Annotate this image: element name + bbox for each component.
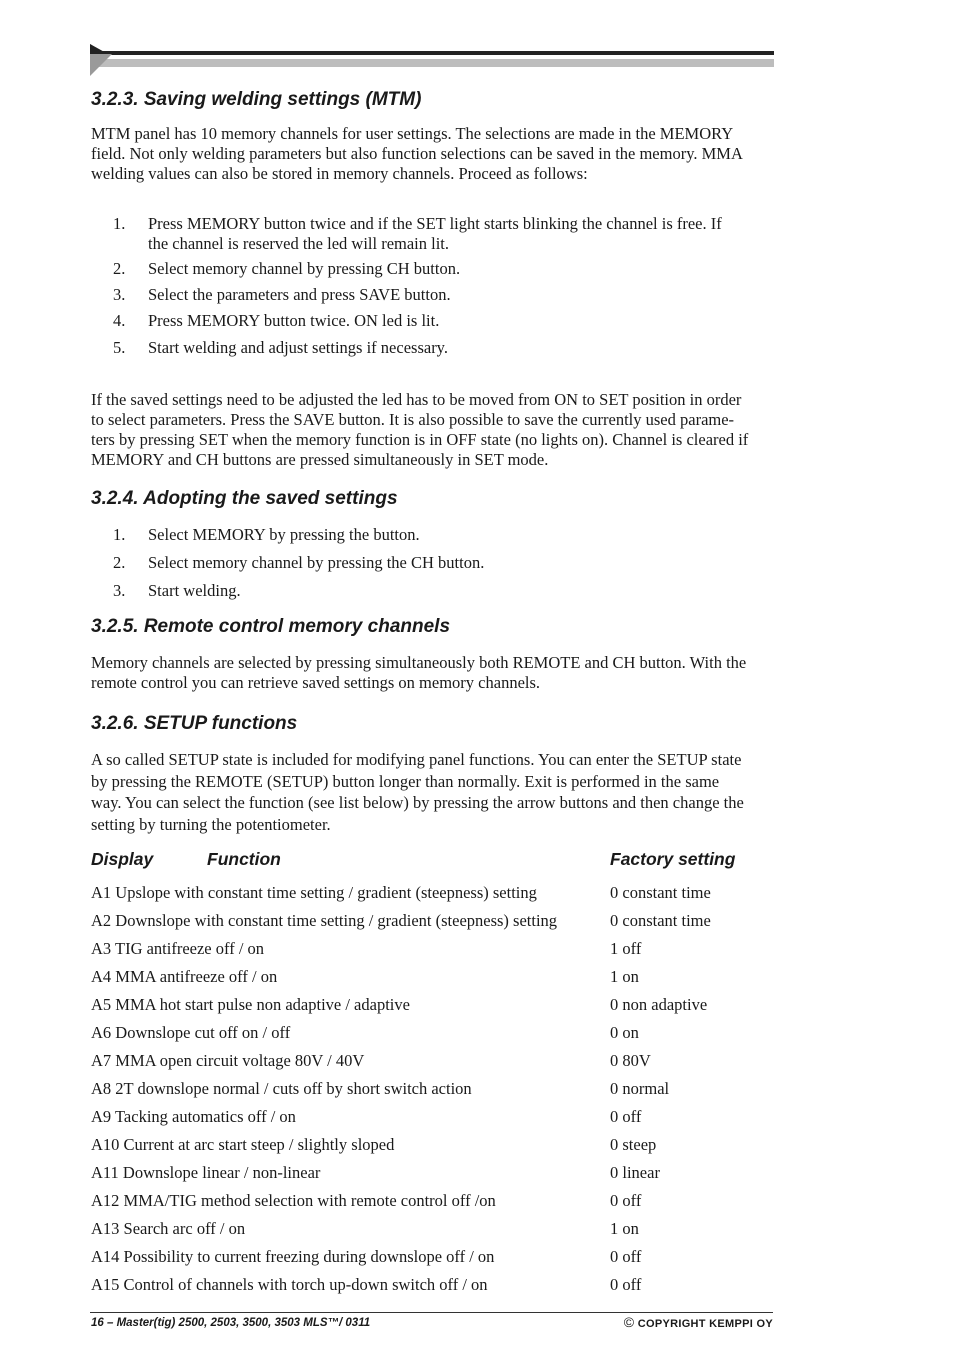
- remote-memory-line: remote control you can retrieve saved settings on memory channels.: [91, 673, 541, 692]
- setup-function-cell: A7 MMA open circuit voltage 80V / 40V: [91, 1051, 365, 1070]
- factory-setting-cell: 0 linear: [610, 1163, 660, 1182]
- factory-setting-cell: 0 steep: [610, 1135, 657, 1154]
- section-heading-adopting-settings: 3.2.4. Adopting the saved settings: [91, 488, 398, 509]
- remote-memory-line: Memory channels are selected by pressing simultaneously both REMOTE and CH button. With the: [91, 653, 747, 672]
- setup-function-cell: A6 Downslope cut off on / off: [91, 1023, 291, 1042]
- list-text: Select MEMORY by pressing the button.: [148, 525, 420, 544]
- list-text: Start welding.: [148, 581, 241, 600]
- table-row: [91, 1135, 791, 1155]
- factory-setting-cell: 0 non adaptive: [610, 995, 708, 1014]
- list-text: Select memory channel by pressing CH button.: [148, 259, 461, 278]
- saving-outro: [91, 390, 799, 470]
- table-row: [91, 1023, 791, 1043]
- factory-setting-cell: 0 80V: [610, 1051, 651, 1070]
- table-row: [91, 911, 791, 931]
- factory-setting-cell: 0 off: [610, 1191, 642, 1210]
- setup-function-cell: A14 Possibility to current freezing during downslope off / on: [91, 1247, 495, 1266]
- setup-body: [91, 749, 799, 835]
- setup-function-cell: A9 Tacking automatics off / on: [91, 1107, 296, 1126]
- list-number: 2.: [113, 553, 126, 572]
- factory-setting-cell: 0 normal: [610, 1079, 670, 1098]
- footer-copyright: [624, 1315, 773, 1331]
- factory-setting-cell: 0 off: [610, 1247, 642, 1266]
- saving-outro-line: MEMORY and CH buttons are pressed simultaneously in SET mode.: [91, 450, 549, 469]
- factory-setting-cell: 0 off: [610, 1107, 642, 1126]
- saving-intro-line: welding values can also be stored in memory channels. Proceed as follows:: [91, 164, 588, 183]
- factory-setting-cell: 1 off: [610, 939, 642, 958]
- setup-body-line: A so called SETUP state is included for modifying panel functions. You can enter the SETUP state: [91, 750, 742, 769]
- setup-function-cell: A1 Upslope with constant time setting / gradient (steepness) setting: [91, 883, 537, 902]
- setup-function-cell: A10 Current at arc start steep / slightly sloped: [91, 1135, 395, 1154]
- setup-function-cell: A4 MMA antifreeze off / on: [91, 967, 278, 986]
- list-number: 2.: [113, 259, 126, 278]
- table-row: [91, 967, 791, 987]
- factory-setting-cell: 0 constant time: [610, 911, 711, 930]
- saving-outro-line: to select parameters. Press the SAVE button. It is also possible to save the currently used parame-: [91, 410, 735, 429]
- list-text: Select memory channel by pressing the CH button.: [148, 553, 485, 572]
- table-header-function: Function: [207, 849, 281, 869]
- table-row: [91, 939, 791, 959]
- list-text: Start welding and adjust settings if necessary.: [148, 338, 448, 357]
- setup-function-cell: A8 2T downslope normal / cuts off by short switch action: [91, 1079, 472, 1098]
- factory-setting-cell: 0 on: [610, 1023, 639, 1042]
- list-text: Press MEMORY button twice. ON led is lit.: [148, 311, 440, 330]
- section-heading-setup-functions: 3.2.6. SETUP functions: [91, 713, 298, 734]
- factory-setting-cell: 1 on: [610, 967, 639, 986]
- setup-function-cell: A12 MMA/TIG method selection with remote control off /on: [91, 1191, 496, 1210]
- setup-function-cell: A3 TIG antifreeze off / on: [91, 939, 265, 958]
- setup-body-line: way. You can select the function (see list below) by pressing the arrow buttons and then change the: [91, 793, 744, 812]
- setup-body-line: by pressing the REMOTE (SETUP) button longer than normally. Exit is performed in the same: [91, 771, 720, 791]
- remote-memory-body: [91, 653, 799, 693]
- table-row: [91, 1219, 791, 1239]
- section-heading-remote-memory: 3.2.5. Remote control memory channels: [91, 616, 451, 637]
- list-number: 3.: [113, 581, 126, 600]
- table-row: [91, 1079, 791, 1099]
- factory-setting-cell: 0 constant time: [610, 883, 711, 902]
- footer-page-info: 16 – Master(tig) 2500, 2503, 3500, 3503 MLS™/ 0311: [91, 1317, 371, 1329]
- table-row: [91, 1051, 791, 1071]
- factory-setting-cell: 1 on: [610, 1219, 639, 1238]
- copyright-text: COPYRIGHT KEMPPI OY: [637, 1318, 773, 1330]
- table-row: [91, 1163, 791, 1183]
- copyright-symbol: ©: [623, 1314, 635, 1330]
- section-heading-saving-settings: 3.2.3. Saving welding settings (MTM): [91, 89, 422, 110]
- saving-intro: [91, 124, 799, 184]
- setup-body-line: setting by turning the potentiometer.: [91, 814, 331, 834]
- list-text-line: Press MEMORY button twice and if the SET light starts blinking the channel is free. If: [148, 214, 722, 233]
- table-row: [91, 1247, 791, 1267]
- list-number: 3.: [113, 285, 126, 304]
- table-header-display: Display: [91, 849, 154, 869]
- list-text: Select the parameters and press SAVE button.: [148, 285, 451, 304]
- saving-intro-line: MTM panel has 10 memory channels for user settings. The selections are made in the MEMORY: [91, 124, 734, 143]
- saving-intro-line: field. Not only welding parameters but also function selections can be saved in the memory. MMA: [91, 144, 743, 163]
- list-number: 4.: [113, 311, 126, 330]
- table-row: [91, 1275, 791, 1295]
- setup-function-cell: A13 Search arc off / on: [91, 1219, 246, 1238]
- table-row: [91, 1107, 791, 1127]
- list-text-line: the channel is reserved the led will remain lit.: [148, 234, 450, 253]
- factory-setting-cell: 0 off: [610, 1275, 642, 1294]
- saving-outro-line: ters by pressing SET when the memory function is in OFF state (no lights on). Channel is cleared if: [91, 430, 749, 449]
- table-header-factory-setting: Factory setting: [610, 849, 736, 869]
- setup-function-cell: A5 MMA hot start pulse non adaptive / adaptive: [91, 995, 410, 1014]
- setup-function-cell: A11 Downslope linear / non-linear: [91, 1163, 321, 1182]
- list-text: [148, 214, 768, 254]
- list-number: 1.: [113, 214, 126, 233]
- table-row: [91, 883, 791, 903]
- list-number: 5.: [113, 338, 126, 357]
- footer-rule: [90, 1312, 773, 1313]
- header-bar: [90, 44, 774, 76]
- list-number: 1.: [113, 525, 126, 544]
- saving-outro-line: If the saved settings need to be adjusted the led has to be moved from ON to SET position in order: [91, 390, 742, 409]
- setup-function-cell: A15 Control of channels with torch up-down switch off / on: [91, 1275, 488, 1294]
- setup-function-cell: A2 Downslope with constant time setting / gradient (steepness) setting: [91, 911, 558, 930]
- table-row: [91, 1191, 791, 1211]
- table-row: [91, 995, 791, 1015]
